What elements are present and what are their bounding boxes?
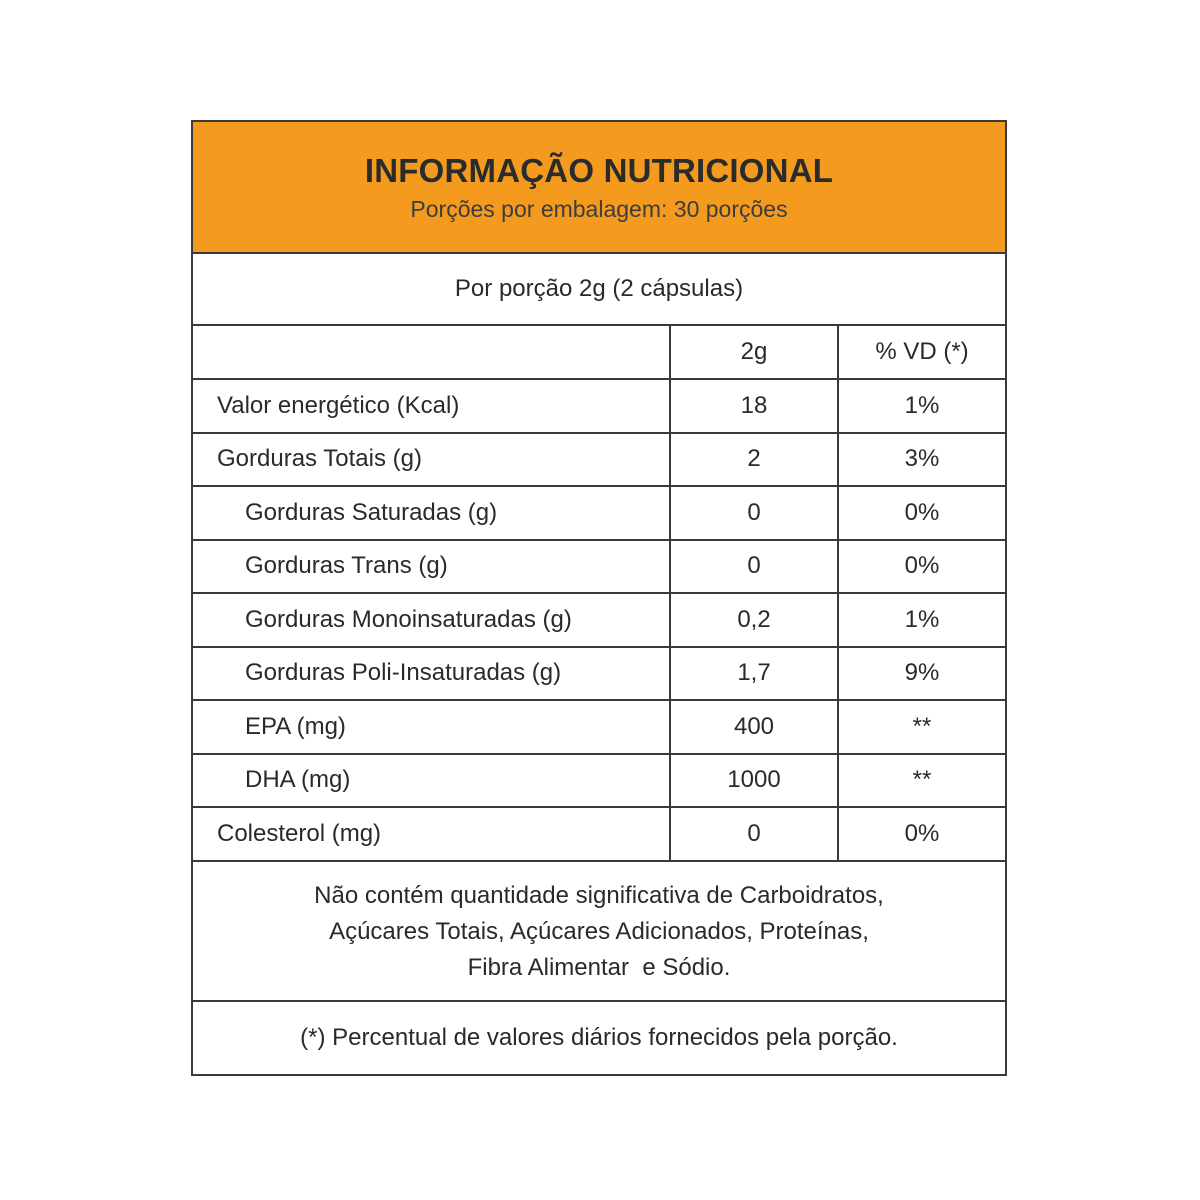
nutrient-daily-value: 3%: [838, 433, 1005, 487]
nutrient-daily-value: 1%: [838, 379, 1005, 433]
serving-size: Por porção 2g (2 cápsulas): [193, 254, 1005, 326]
nutrient-quantity: 18: [670, 379, 838, 433]
table-row: [193, 540, 1005, 594]
table-row: [193, 379, 1005, 433]
table-header-row: [193, 326, 1005, 379]
nutrient-daily-value: 0%: [838, 486, 1005, 540]
nutrient-quantity: 0: [670, 486, 838, 540]
nutrient-name: EPA (mg): [193, 700, 670, 754]
nutrient-quantity: 0,2: [670, 593, 838, 647]
note-line: Açúcares Totais, Açúcares Adicionados, Proteínas,: [329, 917, 869, 945]
table-row: [193, 807, 1005, 861]
nutrient-name: DHA (mg): [193, 754, 670, 808]
daily-value-footnote: (*) Percentual de valores diários fornecidos pela porção.: [300, 1023, 898, 1051]
nutrient-quantity: 1000: [670, 754, 838, 808]
label-header: [193, 122, 1005, 254]
nutrient-quantity: 1,7: [670, 647, 838, 701]
nutrient-daily-value: 1%: [838, 593, 1005, 647]
nutrient-name: Gorduras Monoinsaturadas (g): [193, 593, 670, 647]
nutrient-name: Valor energético (Kcal): [193, 379, 670, 433]
nutrient-quantity: 0: [670, 540, 838, 594]
nutrition-facts-label: [191, 120, 1007, 1076]
nutrient-daily-value: 9%: [838, 647, 1005, 701]
table-row: [193, 486, 1005, 540]
nutrient-daily-value: 0%: [838, 807, 1005, 861]
table-row: [193, 700, 1005, 754]
nutrient-name: Gorduras Trans (g): [193, 540, 670, 594]
nutrient-quantity: 400: [670, 700, 838, 754]
nutrient-quantity: 2: [670, 433, 838, 487]
table-row: [193, 754, 1005, 808]
note-line: Fibra Alimentar e Sódio.: [467, 953, 731, 981]
nutrient-daily-value: **: [838, 754, 1005, 808]
nutrient-daily-value: 0%: [838, 540, 1005, 594]
nutrient-name: Gorduras Saturadas (g): [193, 486, 670, 540]
note-line: Não contém quantidade significativa de Carboidratos,: [314, 881, 884, 909]
column-header-nutrient: [193, 326, 670, 379]
servings-per-package: Porções por embalagem: 30 porções: [410, 196, 788, 222]
nutrient-name: Gorduras Totais (g): [193, 433, 670, 487]
table-row: [193, 647, 1005, 701]
table-row: [193, 593, 1005, 647]
nutrient-name: Gorduras Poli-Insaturadas (g): [193, 647, 670, 701]
nutrient-name: Colesterol (mg): [193, 807, 670, 861]
table-row: [193, 433, 1005, 487]
column-header-daily-value: % VD (*): [838, 326, 1005, 379]
label-title: INFORMAÇÃO NUTRICIONAL: [364, 152, 834, 189]
nutrition-table: [193, 326, 1005, 862]
nutrient-quantity: 0: [670, 807, 838, 861]
insignificant-amounts-note: [193, 862, 1005, 1002]
column-header-quantity: 2g: [670, 326, 838, 379]
nutrient-daily-value: **: [838, 700, 1005, 754]
